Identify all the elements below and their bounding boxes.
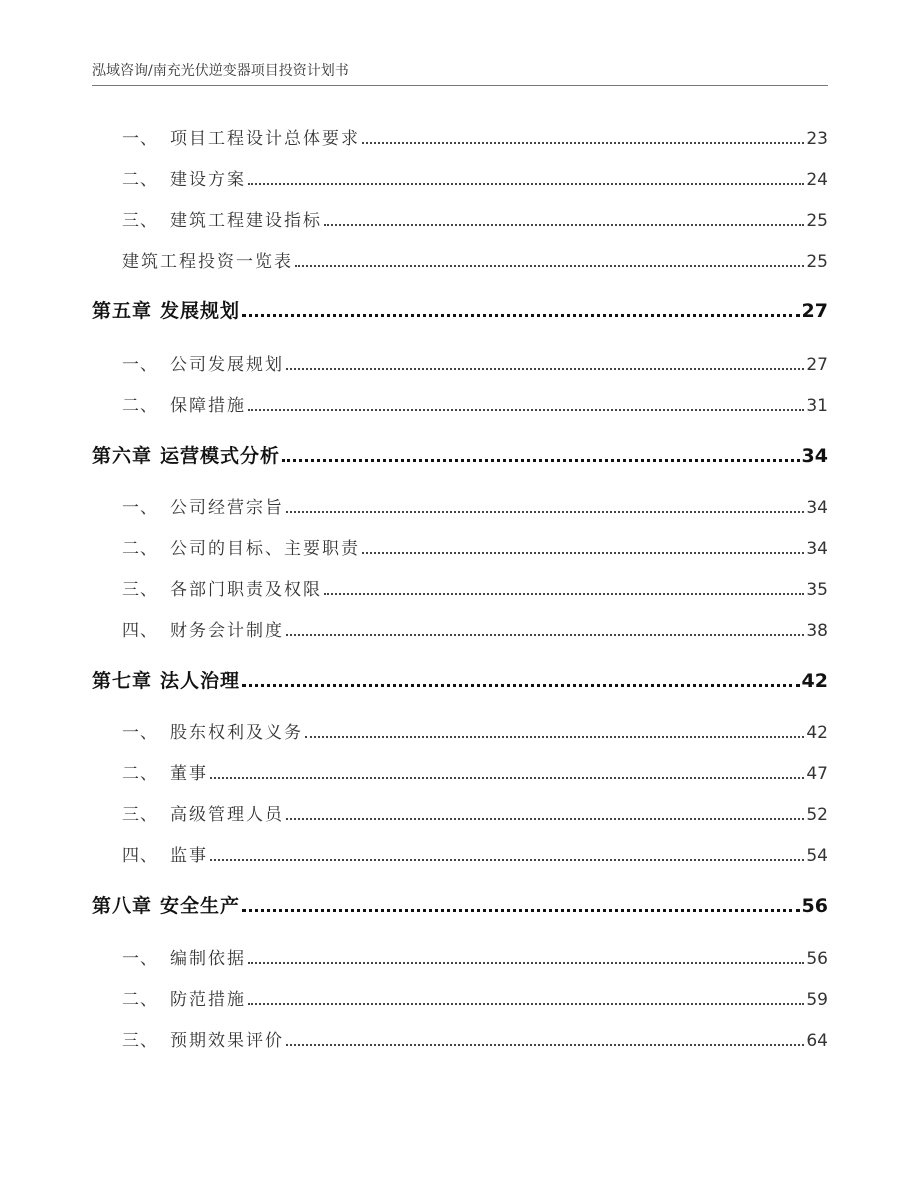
toc-entry-number: 第八章 [92, 895, 153, 917]
toc-section-entry[interactable] [122, 124, 828, 149]
dot-leader [286, 368, 804, 370]
dot-leader [248, 962, 804, 964]
toc-entry-title: 股东权利及义务 [170, 723, 303, 743]
toc-entry-page-number: 24 [806, 170, 828, 190]
toc-section-entry[interactable] [122, 944, 828, 969]
dot-leader [305, 736, 804, 738]
toc-entry-title: 财务会计制度 [170, 621, 284, 641]
toc-entry-number: 四、 [122, 621, 158, 641]
toc-entry-number: 一、 [122, 129, 158, 149]
toc-entry-number: 三、 [122, 211, 158, 231]
toc-entry-number: 二、 [122, 539, 158, 559]
toc-section-entry[interactable] [122, 493, 828, 518]
toc-entry-title: 高级管理人员 [170, 805, 284, 825]
toc-entry-page-number: 34 [801, 445, 828, 467]
toc-entry-title: 公司经营宗旨 [170, 498, 284, 518]
toc-entry-number: 第五章 [92, 300, 153, 322]
toc-entry-title: 项目工程设计总体要求 [170, 129, 360, 149]
toc-section-entry[interactable] [122, 1026, 828, 1051]
toc-entry-title: 各部门职责及权限 [170, 580, 322, 600]
toc-entry-title: 公司发展规划 [170, 355, 284, 375]
toc-entry-page-number: 54 [806, 846, 828, 866]
toc-entry-page-number: 23 [806, 129, 828, 149]
toc-entry-number: 一、 [122, 723, 158, 743]
dot-leader [324, 224, 804, 226]
toc-entry-title: 编制依据 [170, 949, 246, 969]
toc-entry-page-number: 64 [806, 1031, 828, 1051]
toc-entry-page-number: 27 [801, 300, 828, 322]
toc-entry-page-number: 56 [801, 895, 828, 917]
toc-entry-title: 保障措施 [170, 396, 246, 416]
page-header: 泓域咨询/南充光伏逆变器项目投资计划书 [92, 63, 349, 79]
toc-entry-number: 一、 [122, 355, 158, 375]
toc-section-entry[interactable] [122, 350, 828, 375]
dot-leader [295, 265, 804, 267]
toc-section-entry[interactable] [122, 391, 828, 416]
toc-entry-number: 二、 [122, 396, 158, 416]
toc-entry-page-number: 34 [806, 498, 828, 518]
toc-entry-title: 建筑工程投资一览表 [122, 252, 293, 272]
toc-entry-number: 四、 [122, 846, 158, 866]
toc-entry-page-number: 27 [806, 355, 828, 375]
toc-chapter-entry[interactable] [92, 441, 828, 468]
toc-entry-number: 三、 [122, 805, 158, 825]
toc-entry-page-number: 47 [806, 764, 828, 784]
toc-section-entry[interactable] [122, 718, 828, 743]
dot-leader [248, 409, 804, 411]
header-rule [92, 85, 828, 86]
toc-section-entry[interactable] [122, 985, 828, 1010]
toc-entry-number: 二、 [122, 990, 158, 1010]
toc-section-entry[interactable] [122, 759, 828, 784]
dot-leader [286, 1044, 804, 1046]
toc-entry-number: 第六章 [92, 445, 153, 467]
dot-leader [242, 314, 800, 317]
toc-entry-title: 防范措施 [170, 990, 246, 1010]
toc-entry-title: 运营模式分析 [160, 445, 281, 467]
dot-leader [286, 818, 804, 820]
toc-entry-number: 第七章 [92, 670, 153, 692]
toc-chapter-entry[interactable] [92, 666, 828, 693]
toc-section-entry[interactable] [122, 800, 828, 825]
toc-entry-title: 发展规划 [160, 300, 241, 322]
dot-leader [324, 593, 804, 595]
toc-entry-number: 三、 [122, 1031, 158, 1051]
toc-entry-number: 二、 [122, 170, 158, 190]
toc-entry-title: 法人治理 [160, 670, 241, 692]
toc-entry-title: 预期效果评价 [170, 1031, 284, 1051]
dot-leader [210, 859, 804, 861]
toc-entry-number: 二、 [122, 764, 158, 784]
toc-section-entry[interactable] [122, 616, 828, 641]
toc-entry-page-number: 25 [806, 252, 828, 272]
toc-entry-title: 建筑工程建设指标 [170, 211, 322, 231]
toc-entry-page-number: 52 [806, 805, 828, 825]
toc-section-entry[interactable] [122, 575, 828, 600]
dot-leader [210, 777, 804, 779]
toc-entry-page-number: 38 [806, 621, 828, 641]
dot-leader [248, 183, 804, 185]
toc-entry-page-number: 42 [801, 670, 828, 692]
toc-entry-title: 建设方案 [170, 170, 246, 190]
dot-leader [286, 634, 804, 636]
toc-entry-number: 一、 [122, 498, 158, 518]
toc-entry-title: 安全生产 [160, 895, 241, 917]
toc-entry-page-number: 35 [806, 580, 828, 600]
dot-leader [242, 909, 800, 912]
toc-entry-number: 三、 [122, 580, 158, 600]
toc-entry-title: 公司的目标、主要职责 [170, 539, 360, 559]
dot-leader [242, 684, 800, 687]
toc-entry-page-number: 25 [806, 211, 828, 231]
toc-section-entry[interactable] [122, 206, 828, 231]
toc-section-entry[interactable] [122, 841, 828, 866]
dot-leader [362, 142, 804, 144]
toc-chapter-entry[interactable] [92, 891, 828, 918]
toc-chapter-entry[interactable] [92, 296, 828, 323]
toc-section-entry[interactable] [122, 247, 828, 272]
toc-section-entry[interactable] [122, 534, 828, 559]
toc-entry-page-number: 59 [806, 990, 828, 1010]
dot-leader [286, 511, 804, 513]
toc-entry-page-number: 56 [806, 949, 828, 969]
toc-entry-title: 董事 [170, 764, 208, 784]
dot-leader [248, 1003, 804, 1005]
dot-leader [282, 459, 800, 462]
toc-entry-page-number: 42 [806, 723, 828, 743]
toc-entry-title: 监事 [170, 846, 208, 866]
toc-entry-page-number: 34 [806, 539, 828, 559]
toc-entry-number: 一、 [122, 949, 158, 969]
toc-section-entry[interactable] [122, 165, 828, 190]
dot-leader [362, 552, 804, 554]
toc-entry-page-number: 31 [806, 396, 828, 416]
